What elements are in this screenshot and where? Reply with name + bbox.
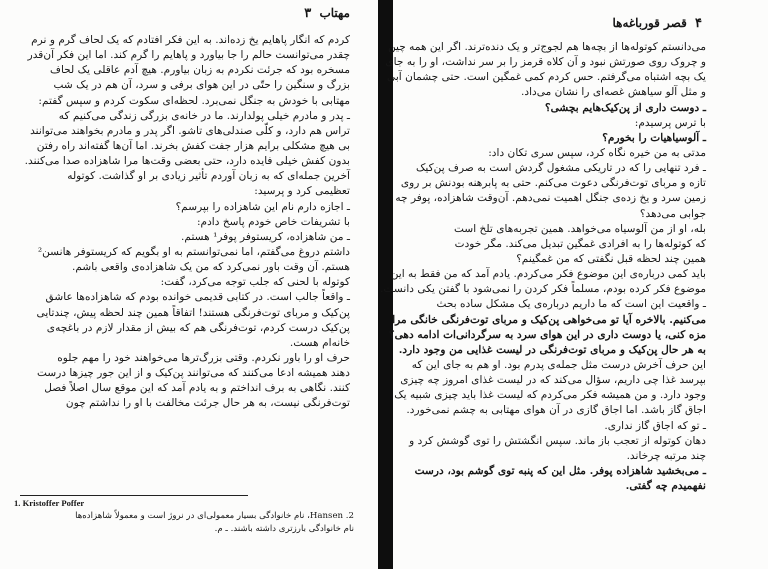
text-line: چقدر می‌توانست حالم را جا بیاورد و پاهایم را گرم کند. اما این فکر آن‌قدر: [27, 49, 350, 62]
text-line: پن‌کیک و مربای توت‌فرنگی هستند! اتفاقاً همین چند لحظه پیش، چندتایی: [36, 306, 350, 319]
text-line: خانه‌ام هست.: [289, 336, 350, 349]
right-page-body: [380, 40, 706, 494]
text-line: نفهمیدم چه گفتی.: [625, 480, 706, 493]
left-page-body: [20, 33, 350, 412]
text-line: جوابی می‌دهد؟: [639, 207, 706, 220]
footnote-line: 1. Kristoffer Poffer: [14, 498, 85, 508]
text-line: باید کمی درباره‌ی این موضوع فکر می‌کردم. یادم آمد که من فقط به این: [390, 268, 706, 281]
text-line: ـ من شاهزاده، کریستوفر پوفر¹ هستم.: [181, 230, 350, 243]
text-line: تراس هم دارد، و کلّی صندلی‌های تاشو. اگر پدر و مادرم بخواهند می‌توانند: [30, 124, 350, 137]
text-line: ـ واقعیت این است که ما داریم درباره‌ی یک مشکل ساده بحث: [436, 298, 706, 311]
text-line: همین چند لحظه قبل نگفتی که من غمگینم؟: [516, 252, 706, 265]
text-line: ـ اجازه دارم نام این شاهزاده را بپرسم؟: [175, 200, 350, 213]
text-line: بی هیچ مشکلی برایم هزار جفت کفش بخرند. اما آن‌ها گفته‌اند راه رفتن: [36, 139, 350, 152]
text-line: مدتی به من خیره نگاه کرد، سپس سری تکان داد:: [488, 146, 706, 159]
text-line: مسخره بود که جرئت نکردم به زبان بیاورم. هیچ آدم عاقلی یک لحاف: [49, 64, 350, 77]
right-header-title: قصر قورباغه‌ها: [612, 16, 687, 30]
text-line: بزرگ و سنگین را حتّی در این هوای برفی و سرد، آن هم در یک شب: [53, 79, 350, 92]
text-line: ـ می‌بخشید شاهزاده پوفر. مثل این که پنبه توی گوشم بود، درست: [414, 464, 706, 477]
text-line: با ترس پرسیدم:: [634, 116, 706, 129]
text-line: کنند. نگاهی به برف انداختم و به یادم آمد که این موقع سال اصلاً فصل: [44, 382, 350, 395]
text-line: این حرف آخرش درست مثل جمله‌ی پدرم بود. او هم به جای این که: [411, 358, 706, 371]
text-line: هستم. آن وقت باور نمی‌کرد که من یک شاهزاده‌ی واقعی باشم.: [71, 261, 350, 274]
text-line: می‌دانستم کوتوله‌ها از بچه‌ها هم لجوج‌تر و یک دنده‌ترند. اگر این همه چین: [387, 41, 706, 53]
text-line: وجود دارد. و من همیشه فکر می‌کردم که لیست غذا باید چیزی شبیه یک: [394, 389, 706, 402]
footnote-separator: [20, 495, 248, 496]
text-line: تازه و مربای توت‌فرنگی دعوت می‌کنم. حتی به پابرهنه بودنش بر روی: [400, 177, 706, 190]
text-line: ـ آلوسیاهیات را بخورم؟: [602, 131, 706, 144]
right-book-page: [380, 0, 768, 569]
text-line: ـ تو که اجاق گاز نداری.: [604, 419, 706, 432]
right-running-header: [612, 16, 706, 31]
text-line: تعظیمی کرد و پرسید:: [254, 185, 350, 198]
text-line: آخرین جمله‌ای که به زبان آوردم تأثیر زیادی بر او گذاشت. کوتوله: [67, 170, 350, 183]
text-line: توت‌فرنگی نیست، به هر حال جرئت مخالفت با او را نداشتم چون: [65, 397, 350, 410]
text-line: مهتابی با خودش به جنگل نمی‌برد. لحظه‌ای سکوت کردم و سپس گفتم:: [38, 94, 350, 107]
text-line: حرف او را باور نکردم. وقتی بزرگ‌ترها می‌خواهند خود را مهم جلوه: [57, 351, 350, 364]
footnote-line: 2. Hansen، نام خانوادگی بسیار معمولی‌ای در نروژ است و معمولاً شاهزاده‌ها: [75, 511, 354, 521]
text-line: و مثل آلو سیاهش غصه‌ای را نشان می‌داد.: [521, 86, 706, 99]
right-page-number: ۴: [695, 16, 702, 31]
text-line: ـ دوست داری از پن‌کیک‌هایم بچشی؟: [544, 101, 706, 114]
text-line: می‌کنیم. بالاخره آیا تو می‌خواهی پن‌کیک و مربای توت‌فرنگی خانگی مرا: [392, 313, 706, 326]
text-line: یک بچه اشتباه می‌گرفتم. حس کردم کمی غمگین است. حتی چشمان آبی: [386, 71, 706, 84]
text-line: که کوتوله‌ها را به افرادی غمگین تبدیل می‌کند. مگر خودت: [454, 237, 706, 250]
text-line: چند مرتبه چرخاند.: [626, 449, 706, 462]
text-line: و چروک روی صورتش نبود و آن کلاه قرمز را بر سر نداشت، او را به جای: [385, 56, 706, 69]
text-line: اجاق گاز باشد. اما اجاق گازی در آن هوای مهتابی به چشم نمی‌خورد.: [406, 404, 706, 417]
text-line: زمین سرد و یخ زده‌ی جنگل اهمیت نمی‌دهم. آن‌وقت شاهزاده، پوفر چه: [395, 192, 706, 205]
text-line: ـ فرد تنهایی را که در تاریکی مشغول گردش است به صرف پن‌کیک: [415, 162, 706, 175]
text-line: موضوع فکر کرده بودم، مسلماً فکر کردن را نمی‌شود با گفتن یکی دانست.: [380, 283, 706, 296]
text-line: مزه کنی، یا دوست داری در این هوای سرد به سرگردانی‌ات ادامه دهی؟: [388, 328, 706, 341]
text-line: ـ واقعاً جالب است. در کتابی قدیمی خوانده بودم که شاهزاده‌ها عاشق: [45, 291, 350, 304]
left-page-footnotes: [14, 497, 354, 536]
text-line: کوتوله با لحنی که جلب توجه می‌کرد، گفت:: [160, 276, 350, 289]
text-line: به هر حال پن‌کیک و مربای توت‌فرنگی در لیست غذایی من وجود دارد.: [398, 343, 706, 356]
footnote-line: نام خانوادگی بارزتری داشته باشند. ـ م.: [214, 524, 354, 534]
text-line: پن‌کیک درست کردم، توت‌فرنگی هم که بیش از مقدار لازم در باغچه‌ی: [46, 321, 350, 334]
left-page-number: ۳: [304, 6, 312, 21]
text-line: ـ پدر و مادرم خیلی پولدارند. ما در خانه‌ی بزرگی زندگی می‌کنیم که: [58, 109, 350, 122]
left-header-title: مهتاب: [319, 6, 350, 20]
text-line: دهند همیشه ادعا می‌کنند که می‌توانند پن‌کیک و از این جور چیزها درست: [36, 367, 350, 380]
text-line: با تشریفات خاص خودم پاسخ دادم:: [196, 215, 350, 228]
text-line: بله، او از من آلوسیاه می‌خواهد. همین تجربه‌های تلخ است: [453, 222, 706, 235]
left-book-page: [0, 0, 378, 569]
text-line: کردم که انگار پاهایم یخ زده‌اند. به این فکر افتادم که یک لحاف گرم و نرم: [31, 34, 350, 46]
text-line: داشتم دروغ می‌گفتم، اما نمی‌توانستم به او بگویم که کریستوفر هانسن²: [37, 245, 350, 258]
text-line: بپرسد غذا چی داریم، سؤال می‌کند که در لیست غذای امروز چه چیزی: [400, 374, 706, 387]
text-line: دهان کوتوله از تعجب باز ماند. سپس انگشتش را توی گوشش کرد و: [409, 434, 706, 447]
text-line: بدون کفش خیلی فایده دارد، حتی بعضی وقت‌ها مرا شاهزاده صدا می‌کنند.: [24, 155, 350, 168]
left-running-header: [300, 6, 350, 21]
